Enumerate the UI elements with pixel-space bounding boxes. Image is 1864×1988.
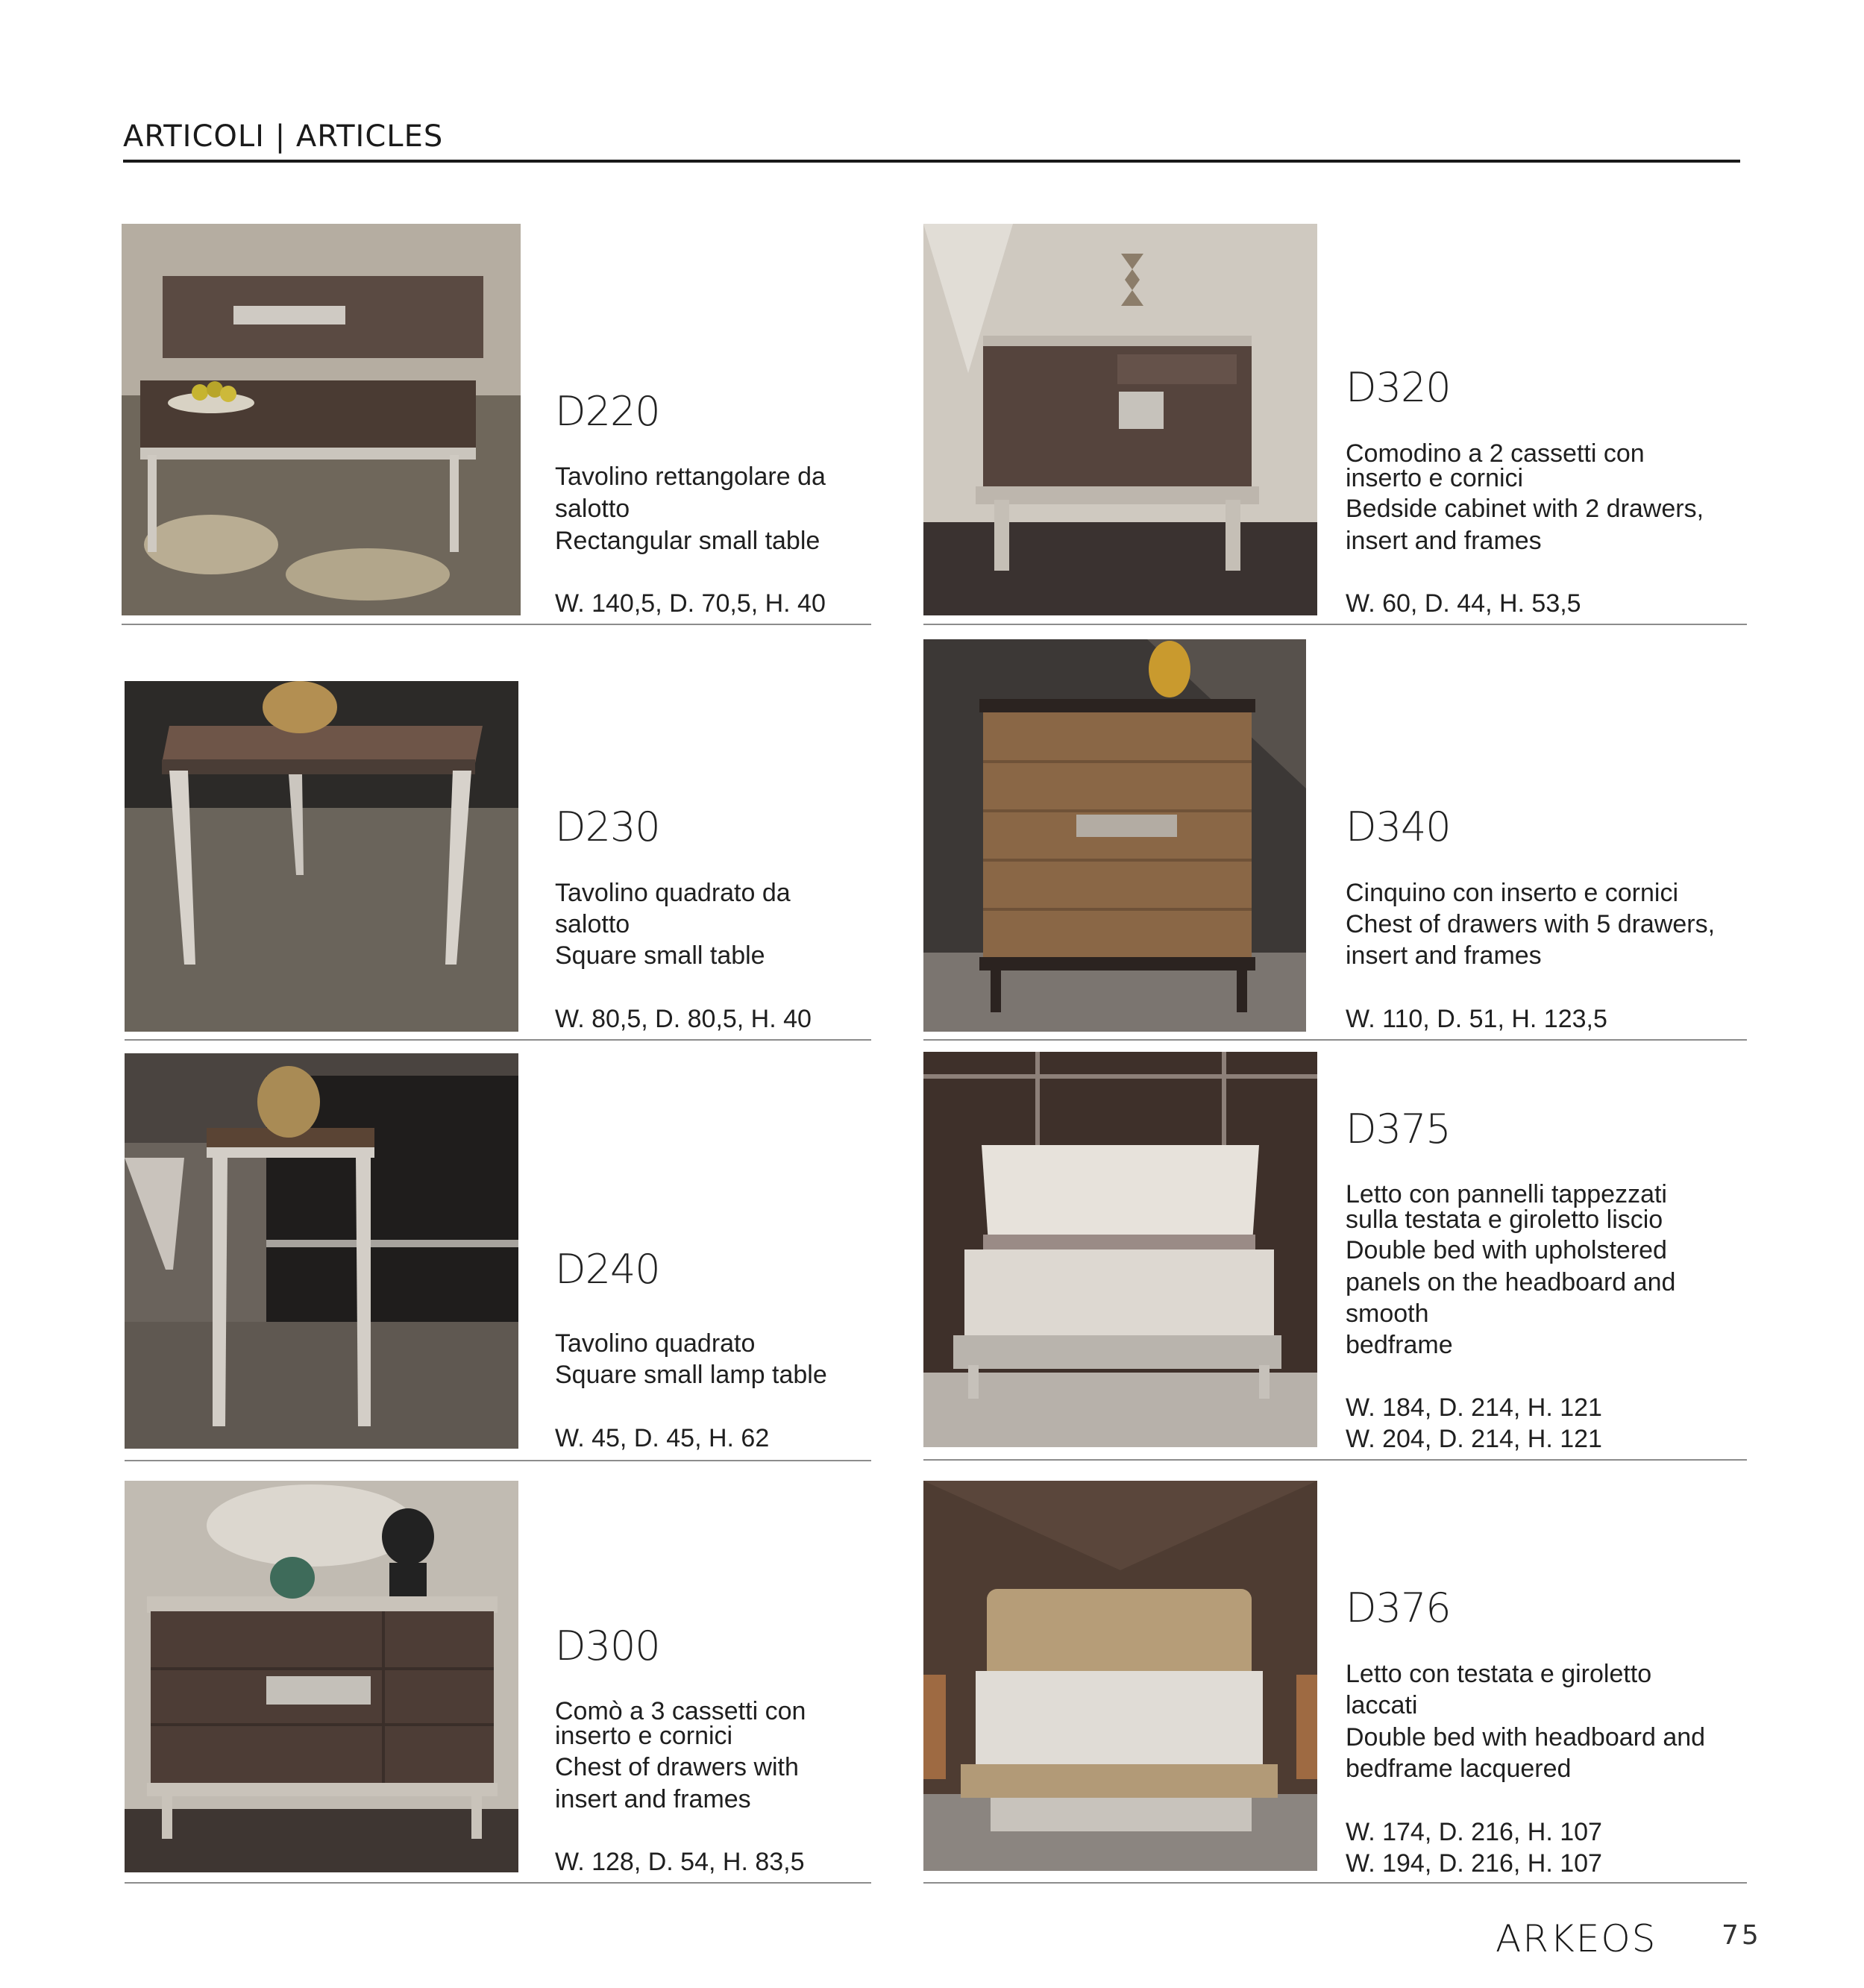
article-dimensions: W. 128, D. 54, H. 83,5 <box>555 1848 805 1876</box>
article-dimensions: W. 140,5, D. 70,5, H. 40 <box>555 589 826 618</box>
article-code: D220 <box>555 388 660 435</box>
article-desc-line: panels on the headboard and <box>1346 1268 1676 1296</box>
lamp-table-photo <box>125 1053 518 1449</box>
article-desc-line: Chest of drawers with <box>555 1753 799 1781</box>
article-desc-line: inserto e cornici <box>1346 464 1524 492</box>
article-desc-line: bedframe <box>1346 1331 1453 1359</box>
article-desc-line: Letto con testata e giroletto <box>1346 1660 1652 1688</box>
article-code: D240 <box>555 1246 660 1293</box>
article-rule <box>125 1882 871 1884</box>
article-dimensions: W. 194, D. 216, H. 107 <box>1346 1849 1602 1878</box>
article-desc-line: insert and frames <box>555 1785 751 1813</box>
article-rule <box>923 1039 1747 1041</box>
article-desc-line: bedframe lacquered <box>1346 1755 1572 1783</box>
article-rule <box>923 1882 1747 1884</box>
article-dimensions: W. 60, D. 44, H. 53,5 <box>1346 589 1581 618</box>
article-rule <box>125 1460 871 1461</box>
page-number: 75 <box>1722 1920 1762 1951</box>
page-header-title: ARTICOLI | ARTICLES <box>123 119 444 154</box>
article-code: D376 <box>1346 1584 1451 1631</box>
article-desc-line: Cinquino con inserto e cornici <box>1346 879 1679 907</box>
article-dimensions: W. 45, D. 45, H. 62 <box>555 1424 770 1452</box>
article-code: D300 <box>555 1622 660 1669</box>
lacquered-bed-photo <box>923 1481 1317 1871</box>
article-desc-line: Square small lamp table <box>555 1361 827 1389</box>
article-desc-line: Double bed with upholstered <box>1346 1236 1667 1264</box>
upholstered-bed-photo <box>923 1052 1317 1447</box>
brand-logo: ARKEOS <box>1496 1917 1657 1960</box>
square-table-photo <box>125 681 518 1032</box>
article-code: D320 <box>1346 364 1451 411</box>
article-desc-line: Tavolino quadrato <box>555 1329 756 1358</box>
article-desc-line: Double bed with headboard and <box>1346 1723 1706 1752</box>
article-dimensions: W. 110, D. 51, H. 123,5 <box>1346 1005 1607 1033</box>
tall-chest-photo <box>923 639 1306 1032</box>
article-rule <box>923 1459 1747 1461</box>
article-desc-line: inserto e cornici <box>555 1722 733 1750</box>
article-desc-line: sulla testata e giroletto liscio <box>1346 1205 1663 1234</box>
article-rule <box>125 1039 871 1041</box>
article-dimensions: W. 184, D. 214, H. 121 <box>1346 1393 1602 1422</box>
article-rule <box>923 624 1747 625</box>
article-dimensions: W. 174, D. 216, H. 107 <box>1346 1818 1602 1846</box>
article-desc-line: Square small table <box>555 941 765 970</box>
article-desc-line: Comodino a 2 cassetti con <box>1346 439 1645 468</box>
article-code: D340 <box>1346 803 1451 850</box>
article-desc-line: laccati <box>1346 1691 1418 1719</box>
article-code: D375 <box>1346 1106 1451 1153</box>
article-desc-line: Chest of drawers with 5 drawers, <box>1346 910 1716 938</box>
article-desc-line: Tavolino rettangolare da <box>555 462 826 491</box>
rectangular-coffee-table-photo <box>122 224 521 615</box>
dresser-photo <box>125 1481 518 1872</box>
header-rule <box>123 160 1740 163</box>
article-dimensions: W. 80,5, D. 80,5, H. 40 <box>555 1005 812 1033</box>
article-desc-line: insert and frames <box>1346 941 1542 970</box>
article-desc-line: Letto con pannelli tappezzati <box>1346 1180 1667 1208</box>
article-desc-line: salotto <box>555 495 630 523</box>
article-rule <box>122 624 871 625</box>
article-desc-line: salotto <box>555 910 630 938</box>
article-desc-line: Comò a 3 cassetti con <box>555 1697 806 1725</box>
article-dimensions: W. 204, D. 214, H. 121 <box>1346 1425 1602 1453</box>
bedside-cabinet-photo <box>923 224 1317 615</box>
article-desc-line: Rectangular small table <box>555 527 820 555</box>
article-code: D230 <box>555 803 660 850</box>
article-desc-line: insert and frames <box>1346 527 1542 555</box>
article-desc-line: Tavolino quadrato da <box>555 879 791 907</box>
article-desc-line: Bedside cabinet with 2 drawers, <box>1346 495 1704 523</box>
article-desc-line: smooth <box>1346 1299 1429 1328</box>
